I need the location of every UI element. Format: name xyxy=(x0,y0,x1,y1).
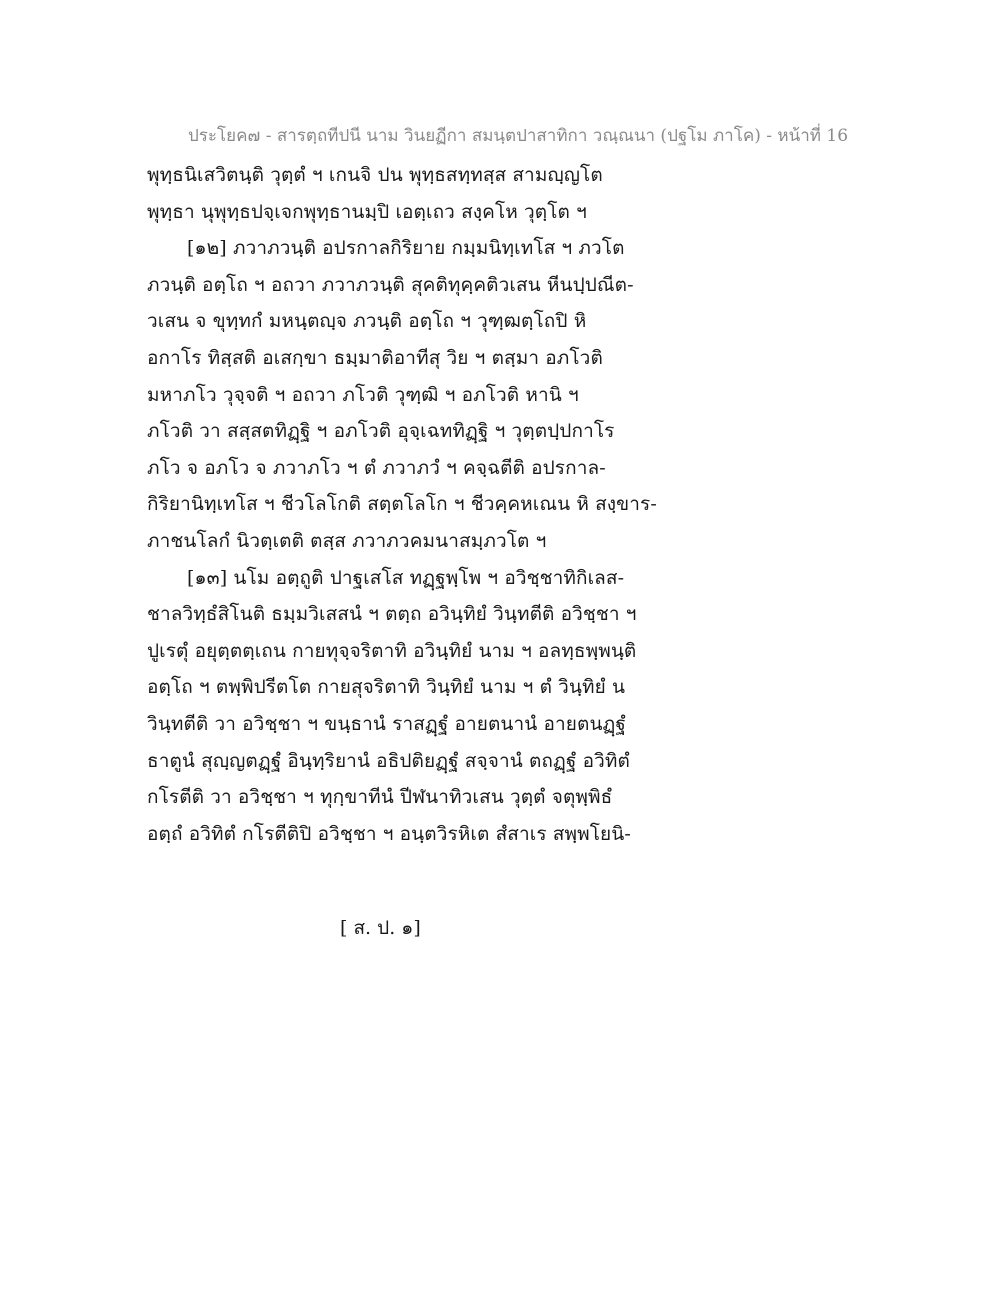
text-line: วินฺทตีติ วา อวิชฺชา ฯ ขนฺธานํ ราสฏฺฐํ อายตนานํ อายตนฏฺฐํ xyxy=(147,712,627,735)
text-line: ภโวติ วา สสฺสตทิฏฺฐิ ฯ อภโวติ อุจฺเฉททิฏฺฐิ ฯ วุตฺตปฺปกาโร xyxy=(147,420,615,443)
text-line: วเสน จ ขุทฺทกํ มหนฺตญฺจ ภวนฺติ อตฺโถ ฯ วุฑฺฒตฺโถปิ หิ xyxy=(147,310,587,333)
text-line: อกาโร ทิสฺสติ อเสกฺขา ธมฺมาติอาทีสุ วิย ฯ ตสฺมา อภโวติ xyxy=(147,346,603,369)
text-line: ภาชนโลกํ นิวตฺเตติ ตสฺส ภวาภวคมนาสมฺภวโต ฯ xyxy=(147,529,547,552)
text-line: [๑๒] ภวาภวนฺติ อปรกาลกิริยาย กมฺมนิทฺเทโส ฯ ภวโต xyxy=(187,237,625,260)
text-line: อตฺโถ ฯ ตพฺพิปรีตโต กายสุจริตาทิ วินฺทิยํ นาม ฯ ตํ วินฺทิยํ น xyxy=(147,676,626,699)
text-line: ภวนฺติ อตฺโถ ฯ อถวา ภวาภวนฺติ สุคติทุคฺคติวเสน หีนปฺปณีต- xyxy=(147,273,634,296)
running-header: ประโยค๗ - สารตฺถทีปนี นาม วินยฏีกา สมนฺตปาสาทิกา วณฺณนา (ปฐโม ภาโค) - หน้าที่ 16 xyxy=(188,126,849,146)
text-line: [๑๓] นโม อตฺถูติ ปาฐเสโส ทฏฺฐพฺโพ ฯ อวิชฺชาทิกิเลส- xyxy=(187,566,625,589)
text-line: พุทฺธนิเสวิตนฺติ วุตฺตํ ฯ เกนจิ ปน พุทฺธสทฺทสฺส สามญฺญโต xyxy=(147,164,603,186)
text-line: กิริยานิทฺเทโส ฯ ชีวโลโกติ สตฺตโลโก ฯ ชีวคฺคหเณน หิ สงฺขาร- xyxy=(147,493,657,516)
text-line: ชาลวิทฺธํสิโนติ ธมฺมวิเสสนํ ฯ ตตฺถ อวินฺทิยํ วินฺทตีติ อวิชฺชา ฯ xyxy=(147,603,637,626)
text-line: พุทฺธา นุพุทฺธปจฺเจกพุทฺธานมฺปิ เอตฺเถว สงฺคโห วุตฺโต ฯ xyxy=(147,200,587,223)
text-line: ภโว จ อภโว จ ภวาภโว ฯ ตํ ภวาภวํ ฯ คจฺฉตีติ อปรกาล- xyxy=(147,456,606,479)
text-line: ปูเรตุํ อยุตฺตตฺเถน กายทุจฺจริตาทิ อวินฺทิยํ นาม ฯ อลทฺธพฺพนฺติ xyxy=(147,639,637,662)
text-line: ธาตูนํ สุญฺญตฏฺฐํ อินฺทฺริยานํ อธิปติยฏฺฐํ สจฺจานํ ตถฏฺฐํ อวิทิตํ xyxy=(147,749,630,772)
text-line: มหาภโว วุจฺจติ ฯ อถวา ภโวติ วุฑฺฒิ ฯ อภโวติ หานิ ฯ xyxy=(147,383,579,406)
text-line: อตฺถํ อวิทิตํ กโรตีติปิ อวิชฺชา ฯ อนฺตวิรหิเต สํสาเร สพฺพโยนิ- xyxy=(147,822,631,845)
signature-mark: [ ส. ป. ๑] xyxy=(340,917,421,939)
body-text xyxy=(147,157,867,852)
text-line: กโรตีติ วา อวิชฺชา ฯ ทุกฺขาทีนํ ปีฬนาทิวเสน วุตฺตํ จตุพฺพิธํ xyxy=(147,786,613,809)
